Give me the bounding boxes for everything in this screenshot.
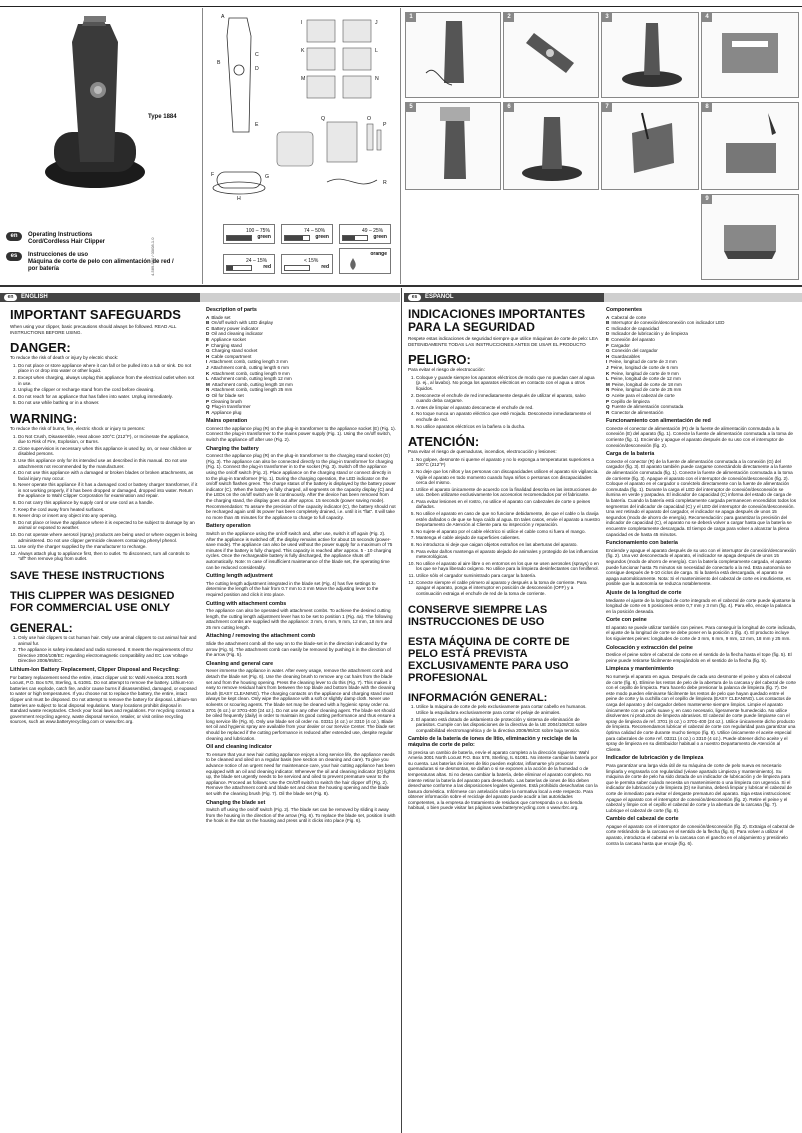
lang-code-es: es [6,252,22,261]
part-label: Cleaning brush [211,398,242,404]
lang-code-es: es [408,294,421,301]
spanish-label: ESPAÑOL [425,294,454,300]
section-title: Carga de la batería [606,451,655,458]
part-letter: L [606,376,609,382]
part-label: Blade set [211,314,231,320]
blade-set-illustration [702,195,798,279]
part-label: Cepillo de limpieza [611,398,650,404]
danger-title: DANGER: [10,340,71,356]
part-label: Indicador de capacidad [611,325,659,331]
section-title: Cutting with attachment combs [206,600,287,607]
figure-7 [601,102,699,190]
english-label: ENGLISH [21,294,48,300]
part-label: Cargador [610,342,630,348]
warning-title: WARNING: [10,410,78,426]
part-label: Peine, longitud de corte de 9 mm [611,370,679,376]
warning-item: 9. Para evitar daños mantenga el aparato alejado de animales y protegido de las influencias meteorológicas. [416,549,600,560]
part-label: Cabezal de corte [611,314,647,320]
part-letter: I [606,359,608,365]
blade-removal-illustration [504,103,598,189]
safeguards-title: IMPORTANT SAFEGUARDS [10,307,181,322]
switch-illustration [504,13,598,97]
parts-diagram-panel [202,8,399,284]
spanish-bar-extension [604,293,802,302]
section-title: Mains operation [206,418,248,425]
callout-F: F [211,172,215,178]
figure-5 [405,102,501,190]
part-label: Peine, longitud de corte de 6 mm [610,364,678,370]
indicator-74-50 [281,224,333,244]
part-letter: P [206,398,210,404]
part-letter: R [206,409,210,415]
part-label: Peine, longitud de corte de 3 mm [609,359,677,365]
callout-K: K [301,48,305,54]
part-letter: G [206,348,210,354]
section-title: Colocación y extracción del peine [606,644,693,651]
danger-item: 3. Antes de limpiar el aparato desconecte el enchufe de red. [416,405,600,411]
danger-title: PELIGRO: [408,352,471,368]
part-letter: H [206,353,210,359]
part-label: Oil for blade set [211,392,244,398]
warning-intro: Para evitar el riesgo de quemaduras, incendios, electrocución y lesiones: [408,449,557,455]
warning-list [10,434,198,562]
cover-es-line-1: Instrucciones de uso [28,252,89,258]
section-text: Apague el aparato con el interruptor de conexión/desconexión (fig. 2). Extraiga el cabezal de corte retirándolo de la carcasa en el sentido de la flecha (fig. 6). Para volver a utilizar el aparato, introduzca el cabezal en la carcasa con el gancho en el alojamiento y presiónelo contra la carcasa hasta que encaje (fig. 6). [606,823,795,846]
commercial-title: ESTA MÁQUINA DE CORTE DE PELO ESTÁ PREVISTA EXCLUSIVAMENTE PARA USO PROFESIONAL [408,636,570,685]
general-item: 1. Utilice la máquina de corte de pelo exclusivamente para cortar cabello en humanos. Utilice la esquiladora exclusivamente para cortar el pelaje de animales. [416,704,600,715]
hair-clipper-illustration [40,12,150,192]
parts-list [206,315,396,416]
figure-number: 3 [602,13,612,22]
part-letter: A [206,314,210,320]
general-list [408,704,600,733]
part-label: Attachment comb, cutting length 12 mm [210,376,292,382]
figure-number: 1 [406,13,416,22]
warning-item: 8. No introduzca ni deje que caigan objetos extraños en las aberturas del aparato. [416,542,600,548]
danger-item: 3. Unplug the clipper or recharge stand from the cord before cleaning. [18,387,198,393]
warning-item: 2. No deje que los niños y las personas con discapacidades utilicen el aparato sin vigilancia. Vigile el aparato en todo momento cuando haya niños o personas con discapacidades cerca del mismo. [416,469,600,486]
indicator-100-75 [223,224,275,244]
cover-en-line-1: Operating Instructions [28,232,93,238]
part-label: Oil and cleaning indicator [211,331,263,337]
part-letter: M [206,381,210,387]
lang-code-en: en [4,294,17,301]
part-item [606,410,796,416]
figure-number: 8 [702,103,712,112]
danger-item: 1. Coloque y guarde siempre los aparatos eléctricos de modo que no puedan caer al agua (p. ej., al lavabo). No ponga los aparatos eléctricos en contacto con el agua u otros líquidos. [416,375,600,392]
figure-6 [503,102,599,190]
part-item [206,410,396,416]
indicator-below-15 [281,254,333,274]
warning-item: 11. Use only the charger supplied by the manufacturer to recharge. [18,544,198,550]
part-label: On/off switch with LED display [211,320,274,326]
section-title: Funcionamiento con alimentación de red [606,418,711,425]
callout-C: C [255,52,259,58]
oil-drop-icon [346,257,360,271]
spanish-safety-column [408,308,600,813]
section-title: Oil and cleaning indicator [206,744,272,751]
part-label: Attachment comb, cutting length 18 mm [211,381,293,387]
section-text: To ensure that your new hair cutting appliance enjoys a long service life, the appliance needs to be cleaned and oiled on a regular basis (see section on cleaning and care). To give you advance notice of an urgent need for maintenance care, your hair cutting appliance has been equipped with an oil and cleaning indicator. Whenever the oil and cleaning indicator (D) lights up, the blade set urgently needs to be serviced and oiled to prevent premature wear to the appliance. Proceed as follows: Use the On/Off switch to switch the hair clipper off (Fig. 2). Remove the attachment comb and blade set and clean the housing opening and the blade set with the cleaning brush (Fig. 7). Oil the blade set (Fig. 8). [206,751,395,796]
battery-text: For battery replacement send the entire, intact clipper unit to: Wahl America 3001 North Locust, P.O. Box 578, Sterling, IL 61081. Do not attempt to remove the battery. Lithium-Ion batteries can explode, catch fire, and/or cause burns if disassembled, damaged, or exposed to water or high temperatures. If you choose not to replace the battery, the entire, intact clipper unit must be disposed. Do not attempt to remove the battery for disposal. Lithium-Ion batteries are subject to local disposal regulations. Many locations prohibit disposal in standard waste receptacles. Check your local laws and regulations. For recycling contact a government recycling agency, waste disposal service, retailer, or visit online recycling sources, such as www.batteryrecycling.com or www.rbrc.org. [10,674,197,725]
indicator-bar [226,265,252,271]
section-text: Para garantizar una larga vida útil de su máquina de corte de pelo nueva es necesario limpiarla y engrasarla con regularidad (véase apartado Limpieza y mantenimiento). Su máquina de corte de pelo ha sido dotada de un indicador de lubricación y de limpieza para que le permita saber cuándo necesita un mantenimiento o una limpieza con urgencia. Si el indicador de lubricación y de limpieza (D) se ilumina, deberá limpiar y lubricar el cabezal de corte de inmediato para evitar el desgaste prematuro del aparato. Siga estas instrucciones: Apague el aparato con el interruptor de conexión/desconexión (fig. 2). Retire el peine y el cabezal y limpie con el cepillo el cabezal de corte y la abertura de la carcasa (fig. 7). Lubrique el cabezal de corte (fig. 8). [606,762,792,813]
parts-title: Componentes [606,307,642,313]
part-letter: H [606,353,610,359]
part-letter: O [206,392,210,398]
save-title: CONSERVE SIEMPRE LAS INSTRUCCIONES DE USO [408,604,548,629]
warning-item: 5. No utilice el aparato en caso de que no funcione debidamente, de que el cable o la clavija estén dañados o de que se haya caído al agua. En tales casos, envíe el aparato a nuestro Departamento de Atención al Cliente para su inspección y reparación. [416,511,600,528]
cleaning-illustration [602,103,698,189]
callout-I: I [301,20,303,26]
figure-2 [503,12,599,98]
general-title: INFORMACIÓN GENERAL: [408,692,548,705]
part-letter: K [206,370,210,376]
callout-N: N [375,76,379,82]
section-text: Connect the appliance plug (R) on the plug-in transformer to the charging stand socket (G) (Fig. 3). The appliance can also be connected directly to the plug-in transformer for charging (Fig. 1). Connect the plug-in transformer in to the socket (Fig. 3). Switch off the appliance using the on/off switch (Fig. 2). Place appliance on the charging stand or connect directly in to the plug-in transformer (Fig. 1). During the charging operation, the LED indicator on the on/off switch flashes green. The charge status of the battery is displayed by the battery power indicator (C). When the battery is fully charged, all segments on the capacity display (C) and the LEDs on the on/off switch are lit continuously. After the device has been removed from the charging stand, the display goes out after approx. 15 seconds (power saving mode). Recommendation: To assure the precision of the capacity indicator (C), the battery should not be recharged again until its power has been completely drained, i.e. until it is "flat". It will take no more than 45 minutes for the appliance to charge to full capacity. [206,453,396,520]
section-title: Cutting length adjustment [206,573,273,580]
save-title: SAVE THESE INSTRUCTIONS [10,570,165,582]
figure-number: 9 [702,195,712,204]
part-letter: O [606,392,610,398]
charging-illustration [602,13,698,97]
part-label: Plug-in transformer [211,404,251,410]
figure-number: 7 [602,103,612,112]
part-label: Aceite para el cabezal de corte [611,392,675,398]
parts-title: Description of parts [206,307,257,313]
part-letter: B [206,320,210,326]
part-label: Peine, longitud de corte de 25 mm [611,387,682,393]
part-letter: E [206,336,210,342]
figure-number: 5 [406,103,416,112]
cover-es-line-2: Máquina de corte de pelo con alimentación de red / [28,259,174,265]
part-letter: G [606,348,610,354]
safeguards-intro: When using your clipper, basic precautions should always be followed. READ ALL INSTRUCTIONS BEFORE USING. [10,324,177,335]
warning-item: 10. No utilice el aparato al aire libre o en entornos en los que se usen aerosoles (sprays) o en los que se haya liberado oxígeno. No utilice para la limpieza desinfectantes con fenilfenol. [416,561,600,572]
comb-illustration [406,103,500,189]
figure-3 [601,12,699,98]
indicator-pct: 74 – 50% [304,228,326,234]
warning-item: 7. Mantenga el cable alejado de superficies calientes. [416,535,600,541]
section-text: No sumerja el aparato en agua. Después de cada uso desmonte el peine y abra el cabezal de corte (fig. 6). Elimine los restos de pelo de la abertura de la carcasa y del cabezal de corte con el cepillo de limpieza. Para hacerlo debe presionar la palanca de limpieza (fig. 7). De este modo pueden eliminarse fácilmente los restos de pelo que hayan quedado entre el peine de corte y la cuchilla con el cepillo de limpieza (EASY CLEANING). Los contactos de carga del aparato y del cargador deben mantenerse siempre limpios. Limpie el aparato únicamente con un paño suave y, en caso necesario, ligeramente humedecido. No utilice disolventes ni productos de limpieza abrasivos. El cabezal de corte puede limpiarse con el spray de limpieza de ref. 3701 (6 oz.) o 3701-400 (24 oz.). Utilice únicamente dicho producto de limpieza. Recomendamos lubricar el cabezal de corte con regularidad para garantizar una óptima calidad de corte durante mucho tiempo (fig. 8). Utilice únicamente el aceite especial para cabezales de corte ref. 03311 (4 oz.) o 3310 (4 oz.). Puede obtener dicho aceite y el spray de limpieza en su distribuidor habitual o a nuestro Departamento de Atención al Cliente. [606,674,796,752]
part-label: Indicador de lubricación y de limpieza [611,331,688,337]
callout-L: L [375,48,378,54]
section-title: Attaching / removing the attachment comb [206,633,316,640]
safeguards-title: INDICACIONES IMPORTANTES PARA LA SEGURIDAD [408,307,586,334]
section-text: Mediante el ajuste de la longitud de corte integrado en el cabezal de corte puede ajustarse la longitud de corte en 5 posiciones entre 0,7 mm y 3 mm (fig. 4). Para ello, encaje la palanca en la posición deseada. [606,597,796,614]
callout-H: H [237,196,241,202]
general-list [10,635,198,664]
danger-item: 5. No utilice aparatos eléctricos en la bañera o la ducha. [416,424,600,430]
indicator-bar [226,235,252,241]
danger-item: 4. Do not reach for an appliance that has fallen into water. Unplug immediately. [18,394,198,400]
figure-8 [701,102,799,190]
warning-item: 11. Utilice sólo el cargador suministrado para cargar la batería. [416,573,600,579]
section-text: Connect the appliance plug (R) on the plug-in transformer to the appliance socket (E) (Fig. 1). Connect the plug-in transformer to the mains power supply (Fig. 1). Using the on/off switch, switch the appliance off after use (Fig. 2). [206,425,396,443]
section-title: Cambio del cabezal de corte [606,816,679,823]
danger-list [408,375,600,429]
cover-en-line-2: Cord/Cordless Hair Clipper [28,239,106,245]
indicator-color: red [321,264,329,271]
callout-A: A [221,14,225,20]
indicator-bar [284,265,310,271]
indicator-color: red [263,264,271,271]
safeguards-intro: Respete estas indicaciones de seguridad siempre que utilice máquinas de corte de pelo: LEA DETENIDAMENTE TODAS LAS INSTRUCCIONES ANTES DE USAR EL PRODUCTO [408,336,598,347]
danger-item: 5. Do not use while bathing or in a shower. [18,400,198,406]
part-label: Attachment comb, cutting length 6 mm [210,364,289,370]
general-item: 2. El aparato está dotado de aislamiento de protección y sistema de eliminación de parásitos. Cumple con las disposiciones de la directiva de la UE 2004/108/CE sobre compatibilidad electromagnética y de la directiva 2006/95/CE sobre baja tensión. [416,717,600,734]
warning-item: 8. Never drop or insert any object into any opening. [18,513,198,519]
part-label: Fuente de alimentación conmutada [611,404,684,410]
cover-panel [0,8,200,284]
part-label: Attachment comb, cutting length 3 mm [209,359,288,365]
warning-item: 4. Do not use this appliance with a damaged or broken blades or broken attachments, as facial injury may occur. [18,470,198,481]
warning-item: 6. No sujete el aparato por el cable eléctrico ni utilice el cable como si fuera el mango. [416,529,600,535]
figure-number: 2 [504,13,514,22]
danger-list [10,363,198,406]
parts-callouts [207,12,395,222]
part-letter: N [606,387,610,393]
indicator-color: green [257,234,271,241]
callout-D: D [255,66,259,72]
part-letter: K [606,370,610,376]
center-divider [401,288,402,1133]
spanish-language-bar [404,293,604,302]
warning-item: 3. Use this appliance only for its intended use as described in this manual. Do not use attachments not recommended by the manufacturer. [18,458,198,469]
part-label: Battery power indicator [211,325,259,331]
indicator-bar [284,235,310,241]
english-operation-column [206,308,396,826]
section-text: Conecte el conector (R) de la fuente de alimentación conmutada a la conexión (G) del cargador (fig. 3). El aparato también puede cargarse conectándolo directamente a la fuente de alimentación conmutada (fig. 1). Conecte la fuente de alimentación conmutada a la toma de corriente (fig. 3). Apague el aparato con el interruptor de conexión/desconexión (fig. 2). Coloque el aparato en el cargador o conéctelo directamente con la fuente de alimentación conmutada (fig. 1). Durante la carga el LED del interruptor de conexión/desconexión se ilumina en verde y parpadea. El indicador de capacidad (C) informa del estado de carga de la batería. Cuando la batería está completamente cargada permanecen encendidos todos los segmentos del indicador de capacidad (C) y el LED del interruptor de conexión/desconexión. Una vez retirado el aparato del cargador, el indicador se apaga después de unos 15 segundos (modo de ahorro de energía). Recomendación: para garantizar la precisión del indicador de capacidad (C), el aparato no se deberá volver a cargar hasta que la batería se encuentre completamente descargada. El tiempo de carga para volver a alcanzar la plena capacidad es de hasta 45 minutos. [606,458,796,537]
part-label: Cable compartment [211,353,252,359]
part-letter: B [606,320,610,326]
danger-item: 1. Do not place or store appliance where it can fall or be pulled into a tub or sink. Do not place in or drop into water or other liquid. [18,363,198,374]
figure-4 [701,12,799,98]
callout-O: O [367,116,372,122]
section-text: Enciende y apague el aparato después de su uso con el interruptor de conexión/desconexión (fig. 2). Una vez desconectado el aparato, el indicador se apaga después de unos 15 segundos (modo de ahorro de energía). Con la batería completamente cargada, el aparato puede funcionar hasta 75 minutos sin necesidad de conectarlo a la red. Esta autonomía se consigue después de 5-10 ciclos de carga. Si la batería está descargada, el aparato se apaga automáticamente. Nota: Si el mantenimiento del cabezal de corte es insuficiente, es posible que la autonomía se reduzca notablemente. [606,547,796,587]
part-label: Conexión del cargador [611,348,658,354]
battery-text: Si precisa un cambio de batería, envíe el aparato completo a la dirección siguiente: Wahl Ameria 3001 North Locust P.O. Box 578, Sterling, IL 61081. No intente cambiar la batería por su cuenta. Las baterías de iones de litio pueden explotar, inflamarse y/o provocar quemaduras si se desmontan, se dañan o si se exponen a la acción de la humedad o de temperaturas altas. Si no desea cambiar la batería, debe eliminar el aparato completo. No intente retirar la batería del aparato para desecharlo. Las baterías de iones de litio deben desecharse conforme a las disposiciones legales vigentes. Está prohibido desecharlas con la basura doméstica. Infórmese con antelación sobre la normativa local a este respecto. Para obtener información sobre el reciclaje del aparato puede acudir a las autoridades competentes, a la empresa de tratamiento de residuos que corresponda o a su tienda habitual, o bien puede visitar las páginas www.batteryrecycling.com o www.rbrc.org. [408,749,598,811]
part-label: Conector de alimentación [611,409,664,415]
part-letter: Q [206,404,210,410]
section-text: Conecte el conector de alimentación (R) de la fuente de alimentación conmutada a la conexión (E) del aparato (fig. 1). Conecte la fuente de alimentación conmutada a la toma de corriente (fig. 1). Enciende y apague el aparato después de su uso con el interruptor de conexión/desconexión (fig. 2). [606,425,793,448]
section-text: The cutting length adjustment integrated in the blade set (Fig. 4) has five settings to determine the length of the hair from 0.7 mm to 3 mm Move the adjusting lever to the required position and click it into place. [206,580,379,597]
figure-1 [405,12,501,98]
part-letter: C [606,325,610,331]
parts-list [606,315,796,416]
warning-item: 2. Close supervision is necessary when this appliance is used by, on, or near children or disabled persons. [18,446,198,457]
warning-item: 4. Para evitar lesiones en el rostro, no utilice el aparato con cabezales de corte o peines dañados. [416,499,600,510]
side-code: 4-589-590 / 00/08-1.0 [150,237,155,276]
warning-item: 1. No golpee, desmonte ni queme el aparato y no lo exponga a temperaturas superiores a 100°C (212°F) [416,457,600,468]
section-title: Indicador de lubricación y de limpieza [606,755,704,762]
part-letter: J [606,364,609,370]
warning-item: 6. Do not carry this appliance by supply cord or use cord as a handle. [18,500,198,506]
part-label: Charging stand socket [211,348,258,354]
part-label: Appliance socket [211,336,246,342]
part-label: Peine, longitud de corte de 12 mm [610,376,681,382]
cover-language-en [6,232,106,245]
warning-title: ATENCIÓN: [408,434,480,450]
section-title: Battery operation [206,523,251,530]
english-bar-extension [200,293,400,302]
figure-number: 6 [504,103,514,112]
figure-9 [701,194,799,280]
warning-list [408,457,600,597]
indicator-bar [342,235,368,241]
callout-M: M [301,76,306,82]
part-letter: P [606,398,610,404]
figure-number: 4 [702,13,712,22]
section-text: The appliance can also be operated with attachment combs. To achieve the desired cutting length, the cutting length adjustment lever has to be set to position 1 (Fig. 4a). The following attachment combs are supplied with the appliance: 3 mm, 6 mm, 9 mm, 12 mm, 18 mm and 25 mm cutting length. [206,608,393,630]
section-title: Charging the battery [206,445,259,452]
length-adjust-illustration [702,13,798,97]
general-title: GENERAL: [10,621,73,635]
english-language-bar [0,293,200,302]
indicator-color: orange [370,251,387,257]
part-label: Peine, longitud de corte de 18 mm [611,381,682,387]
part-label: Guardacables [611,353,640,359]
part-letter: N [206,387,210,393]
warning-item: 12. Always attach plug to appliance first, then to outlet. To disconnect, turn all controls to "off" then remove plug from outlet. [18,551,198,562]
part-letter: R [606,409,610,415]
warning-item: 5. Never operate this appliance if it has a damaged cord or battery charger transformer, if it is not working properly, if it has been dropped or damaged, dropped into water. Return the appliance to Wahl Clipper Corporation for examination and repair. [18,482,198,499]
section-text: Never immerse the appliance in water. After every usage, remove the attachment comb and detach the blade set (Fig. 6). Use the cleaning brush to remove any cut hairs from the blade set and from the housing opening. Press the cleaning lever to do this (Fig. 7). This makes it easy to remove residual hairs from between the top blade and bottom blade with the cleaning brush (EASY CLEANING). The charging contacts on the appliance and charging stand must always be kept clean. Only wipe the appliance with a soft or slightly damp cloth. Never use solvents or scouring agents. The blade set may be cleaned with a hygienic spray order no. 3701 (6 oz.) or 3701-400 (24 oz.). Do not use any other cleaning agent. The blade set should be oiled frequently (daily) in order to maintain its good cutting performance and thus ensure a long service life (Fig. 8). Only use blade set oil order no. 03311 (4 oz.) or 3310 (4 oz.). Blade set oil and hygienic spray are available from your dealer or our Service Center. The blade set should be replaced if the cutting performance is reduced after extended use, despite regular cleaning and lubrication. [206,668,396,741]
danger-item: 2. Except when charging, always unplug this appliance from the electrical outlet when not in use. [18,375,198,386]
danger-item: 4. No toque nunca un aparato eléctrico que esté mojado. Desconecte inmediatamente el enchufe de red. [416,411,600,422]
section-title: Corte con peine [606,617,647,624]
general-item: 1. Only use hair clippers to cut human hair. Only use animal clippers to cut animal hair and animal fur. [18,635,198,646]
warning-intro: To reduce the risk of burns, fire, electric shock or injury to persons: [10,425,146,431]
section-text: Switch off using the on/off switch (Fig. 2). The blade set can be removed by sliding it away from the housing in the direction of the arrow (Fig. 6). To replace the blade set, position it with the hook in the slot on the housing and press until it clicks into place (Fig. 6). [206,807,396,824]
part-letter: A [606,314,610,320]
general-item: 2. The appliance is safety insulated and radio screened. It meets the requirements of EU Directive 2004/108/EC regarding electromagnetic compatibility and EC Low Voltage Directive 2006/95/EC. [18,647,198,664]
indicator-color: green [373,234,387,241]
warning-item: 10. Do not operate where aerosol (spray) products are being used or where oxygen is being administered. Do not use clipper germicide cleaners containing phenyl phenol. [18,532,198,543]
callout-E: E [255,122,259,128]
section-title: Cleaning and general care [206,660,274,667]
section-title: Changing the blade set [206,799,266,806]
spanish-operation-column [606,308,796,848]
part-letter: D [606,331,610,337]
part-letter: E [606,336,610,342]
plug-illustration [406,13,500,97]
indicator-color: green [315,234,329,241]
part-label: Attachment comb, cutting length 25 mm [211,387,293,393]
indicator-pct: < 15% [304,258,319,264]
part-letter: C [206,325,210,331]
callout-R: R [383,180,387,186]
cover-es-line-3: por batería [28,266,60,272]
lang-code-en: en [6,232,22,241]
oiling-illustration [702,103,798,189]
part-letter: M [606,381,610,387]
part-letter: J [206,364,209,370]
part-letter: D [206,331,210,337]
part-letter: F [606,342,609,348]
section-text: Slide the attachment comb all the way on to the blade-set in the direction indicated by the arrow (Fig. 5). The attachment comb can easily be removed by pushing it in the direction of the arrow (Fig. 5). [206,641,391,658]
section-title: Limpieza y mantenimiento [606,666,674,673]
indicator-pct: 49 – 25% [362,228,384,234]
warning-item: 3. Utilice el aparato únicamente de acuerdo con la finalidad descrita en las instrucciones de uso. Deben utilizarse exclusivamente los accesorios recomendados por el fabricante. [416,487,600,498]
warning-item: 9. Do not place or leave the appliance where it is expected to be subject to damage by an animal or exposed to weather. [18,520,198,531]
type-label: Type 1884 [148,114,177,120]
section-text: El aparato se puede utilizar también con peines. Para conseguir la longitud de corte indicada, el ajuste de la longitud de corte se debe poner en la posición 1 (fig. 4). El producto incluye los siguientes peines: longitudes de corte de 3 mm, 6 mm, 9 mm, 12 mm, 18 mm y 25 mm. [606,624,796,642]
part-label: Conexión del aparato [611,336,655,342]
danger-intro: Para evitar el riesgo de electrocución: [408,367,485,373]
section-title: Ajuste de la longitud de corte [606,589,682,596]
section-text: Deslice el peine sobre el cabezal de corte en el sentido de la flecha hasta el tope (fig. 5). El peine puede retirarse fácilmente empujándolo en el sentido de la flecha (fig. 5). [606,652,792,663]
section-title: Funcionamiento con batería [606,540,678,547]
part-label: Charging stand [210,342,242,348]
figures-panel [400,8,802,284]
part-letter: I [206,359,208,365]
warning-item: 1. Do Not Crush, Disassemble, Heat above 100°C (212°F), or Incinerate the appliance, due to Risk of Fire, Explosion, or Burns. [18,434,198,445]
indicator-pct: 24 – 15% [246,258,268,264]
indicator-49-25 [339,224,391,244]
part-label: Attachment comb, cutting length 9 mm [211,370,290,376]
section-text: Switch on the appliance using the on/off switch and, after use, switch it off again (Fig. 2). After the appliance is switched off, the display remains active for about 15 seconds (power-save mode). The appliance can also be used without the power supply for a maximum of 75 minutes if the battery is fully charged. This capacity is reached after approx. 5 - 10 charging cycles. Once the rechargeable battery is fully discharged, the appliance shuts off automatically. Note: In case of insufficient maintenance of the blade set, the operating time can be reduced considerably. [206,530,393,570]
indicator-oil [339,248,391,274]
battery-title: Lithium-Ion Battery Replacement, Clipper Disposal and Recycling: [10,666,180,673]
part-letter: F [206,342,209,348]
part-letter: L [206,376,209,382]
part-label: Interruptor de conexión/desconexión con indicador LED [611,320,725,326]
battery-title: Cambio de la batería de iones de litio, eliminación y reciclaje de la máquina de corte de pelo: [408,736,577,748]
warning-item: 12. Conecte siempre el cable primero al aparato y después a la toma de corriente. Para apagar el aparato, ponga el interruptor en posición de desconexión (OFF) y a continuación extraiga el enchufe de red de la toma de corriente. [416,580,600,597]
callout-P: P [383,122,387,128]
commercial-title: THIS CLIPPER WAS DESIGNED FOR COMMERCIAL USE ONLY [10,590,175,614]
warning-item: 7. Keep the cord away from heated surfaces. [18,507,198,513]
indicator-pct: 100 – 75% [246,228,270,234]
part-label: Appliance plug [211,409,242,415]
callout-J: J [375,20,378,26]
callout-B: B [217,60,221,66]
callout-Q: Q [321,116,326,122]
english-safety-column [10,308,198,727]
callout-G: G [265,174,270,180]
danger-item: 2. Desconecte el enchufe de red inmediatamente después de utilizar el aparato, salvo cuando deba cargarse. [416,393,600,404]
danger-intro: To reduce the risk of death or injury by electric shock: [10,355,119,361]
part-letter: Q [606,404,610,410]
indicator-24-15 [223,254,275,274]
